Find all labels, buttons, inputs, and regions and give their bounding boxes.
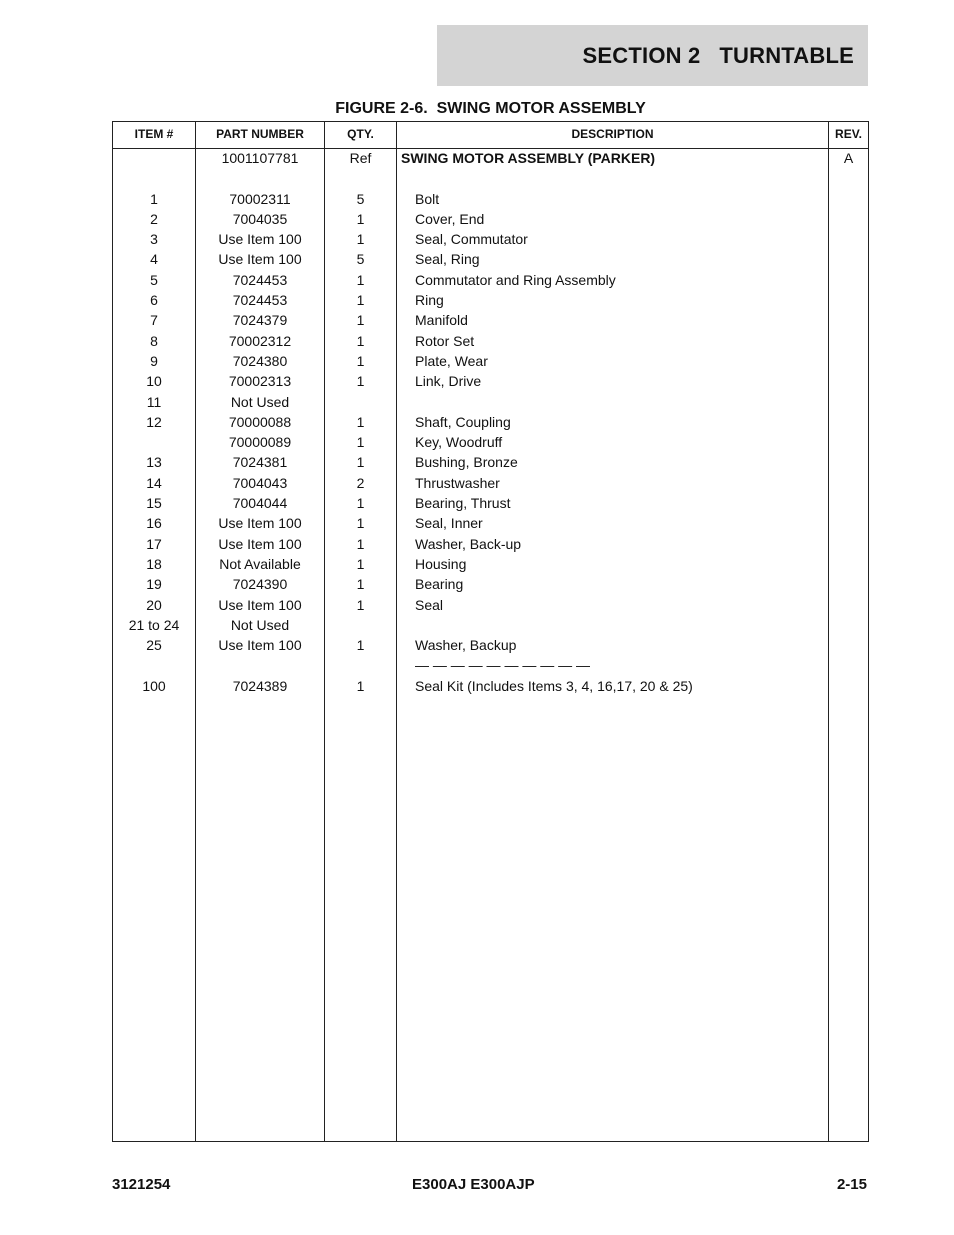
part-number-cell: Use Item 100 xyxy=(218,535,302,552)
quantity-cell: 1 xyxy=(356,515,365,532)
part-number-cell: Use Item 100 xyxy=(218,251,302,268)
description-cell: Thrustwasher xyxy=(415,474,500,491)
description-cell: Link, Drive xyxy=(415,373,482,390)
description-cell: Seal, Commutator xyxy=(415,231,528,248)
table-row xyxy=(113,432,868,452)
table-row xyxy=(113,249,868,269)
part-number-cell: 7024389 xyxy=(232,677,288,694)
part-number-cell: 70002311 xyxy=(229,190,291,207)
table-row xyxy=(113,148,868,168)
column-header-rev: REV. xyxy=(835,127,862,141)
quantity-cell: 1 xyxy=(356,535,365,552)
part-number-cell: 7004035 xyxy=(232,210,288,227)
quantity-cell: 1 xyxy=(356,332,365,349)
part-number-cell: Use Item 100 xyxy=(218,515,302,532)
description-cell: SWING MOTOR ASSEMBLY (PARKER) xyxy=(401,150,656,166)
table-row xyxy=(113,452,868,472)
part-number-cell: Use Item 100 xyxy=(218,596,302,613)
part-number-cell: 70000088 xyxy=(228,413,292,430)
item-number-cell: 9 xyxy=(150,352,158,369)
description-cell: Bearing, Thrust xyxy=(415,495,511,512)
item-number-cell: 21 to 24 xyxy=(128,616,180,633)
table-row xyxy=(113,534,868,554)
item-number-cell: 10 xyxy=(146,373,162,390)
description-cell: Bushing, Bronze xyxy=(415,454,518,471)
description-cell: Housing xyxy=(415,555,467,572)
item-number-cell: 25 xyxy=(146,637,162,654)
description-cell: Commutator and Ring Assembly xyxy=(415,271,616,288)
description-cell: Plate, Wear xyxy=(415,352,488,369)
table-row xyxy=(113,392,868,412)
part-number-cell: 7024380 xyxy=(232,352,288,369)
table-row xyxy=(113,513,868,533)
part-number-cell: 7004044 xyxy=(232,495,288,512)
quantity-cell: 1 xyxy=(356,352,365,369)
table-row xyxy=(113,270,868,290)
description-cell: — — — — — — — — — — xyxy=(415,657,591,674)
table-row xyxy=(113,574,868,594)
column-header-qty: QTY. xyxy=(347,127,374,141)
part-number-cell: 7024390 xyxy=(232,576,288,593)
footer-doc-number: 3121254 xyxy=(112,1176,171,1193)
footer-page-number: 2-15 xyxy=(836,1176,867,1193)
item-number-cell: 8 xyxy=(150,332,158,349)
column-header-description: DESCRIPTION xyxy=(571,127,654,141)
quantity-cell: 1 xyxy=(356,210,365,227)
figure-title: FIGURE 2-6. SWING MOTOR ASSEMBLY xyxy=(335,100,646,117)
table-row xyxy=(113,554,868,574)
quantity-cell: 1 xyxy=(356,231,365,248)
item-number-cell: 17 xyxy=(146,535,162,552)
description-cell: Ring xyxy=(415,292,444,309)
item-number-cell: 20 xyxy=(146,596,162,613)
quantity-cell: 1 xyxy=(356,637,365,654)
item-number-cell: 13 xyxy=(146,454,162,471)
item-number-cell: 15 xyxy=(146,495,162,512)
part-number-cell: 7024453 xyxy=(232,292,288,309)
description-cell: Shaft, Coupling xyxy=(415,413,511,430)
table-body xyxy=(113,148,868,696)
description-cell: Bearing xyxy=(415,576,464,593)
quantity-cell: 5 xyxy=(356,190,365,207)
part-number-cell: 7024379 xyxy=(232,312,288,329)
table-row xyxy=(113,371,868,391)
item-number-cell: 11 xyxy=(146,393,162,410)
part-number-cell: 70000089 xyxy=(228,434,292,451)
parts-table xyxy=(112,121,869,1142)
part-number-cell: Not Used xyxy=(230,393,290,410)
quantity-cell: 1 xyxy=(356,413,365,430)
table-row xyxy=(113,655,868,675)
description-cell: Key, Woodruff xyxy=(415,434,503,451)
table-row xyxy=(113,412,868,432)
quantity-cell: 1 xyxy=(356,312,365,329)
table-row xyxy=(113,209,868,229)
description-cell: Bolt xyxy=(415,190,440,207)
table-row xyxy=(113,615,868,635)
quantity-cell: 2 xyxy=(356,474,365,491)
part-number-cell: Use Item 100 xyxy=(218,231,302,248)
item-number-cell: 4 xyxy=(150,251,158,268)
quantity-cell: Ref xyxy=(349,150,372,166)
item-number-cell: 2 xyxy=(150,210,158,227)
part-number-cell: Use Item 100 xyxy=(218,637,302,654)
description-cell: Seal, Ring xyxy=(415,251,480,268)
part-number-cell: 70002313 xyxy=(228,373,292,390)
column-header-item: ITEM # xyxy=(134,127,174,141)
description-cell: Washer, Backup xyxy=(415,637,517,654)
description-cell: Seal xyxy=(415,596,444,613)
quantity-cell: 1 xyxy=(356,495,365,512)
item-number-cell: 3 xyxy=(150,231,158,248)
part-number-cell: 7004043 xyxy=(232,474,288,491)
description-cell: Rotor Set xyxy=(415,332,475,349)
item-number-cell: 19 xyxy=(146,576,162,593)
table-row xyxy=(113,351,868,371)
item-number-cell: 5 xyxy=(150,271,158,288)
item-number-cell: 18 xyxy=(146,555,162,572)
item-number-cell: 6 xyxy=(150,292,158,309)
part-number-cell: Not Used xyxy=(230,616,290,633)
footer-model: E300AJ E300AJP xyxy=(412,1176,535,1193)
revision-cell: A xyxy=(843,150,854,166)
table-row xyxy=(113,676,868,696)
description-cell: Cover, End xyxy=(415,210,485,227)
part-number-cell: 1001107781 xyxy=(221,150,299,166)
quantity-cell: 1 xyxy=(356,434,365,451)
quantity-cell: 1 xyxy=(356,373,365,390)
quantity-cell: 5 xyxy=(356,251,365,268)
item-number-cell: 14 xyxy=(146,474,162,491)
table-row xyxy=(113,635,868,655)
item-number-cell: 1 xyxy=(150,190,158,207)
table-row xyxy=(113,595,868,615)
table-row xyxy=(113,493,868,513)
column-header-part-number: PART NUMBER xyxy=(216,127,304,141)
quantity-cell: 1 xyxy=(356,271,365,288)
quantity-cell: 1 xyxy=(356,596,365,613)
item-number-cell: 100 xyxy=(142,677,166,694)
description-cell: Manifold xyxy=(415,312,468,329)
quantity-cell: 1 xyxy=(356,576,365,593)
table-row xyxy=(113,473,868,493)
table-row xyxy=(113,310,868,330)
description-cell: Seal, Inner xyxy=(415,515,483,532)
item-number-cell: 16 xyxy=(146,515,162,532)
section-header-box xyxy=(437,25,868,86)
table-row xyxy=(113,189,868,209)
part-number-cell: 7024381 xyxy=(232,454,288,471)
quantity-cell: 1 xyxy=(356,292,365,309)
part-number-cell: Not Available xyxy=(219,555,301,572)
quantity-cell: 1 xyxy=(356,555,365,572)
part-number-cell: 70002312 xyxy=(228,332,292,349)
description-cell: Seal Kit (Includes Items 3, 4, 16,17, 20 & 25) xyxy=(415,677,693,694)
table-row xyxy=(113,331,868,351)
section-title: SECTION 2 TURNTABLE xyxy=(582,43,854,68)
quantity-cell: 1 xyxy=(356,677,365,694)
quantity-cell: 1 xyxy=(356,454,365,471)
table-row xyxy=(113,168,868,188)
table-row xyxy=(113,229,868,249)
description-cell: Washer, Back-up xyxy=(415,535,522,552)
item-number-cell: 12 xyxy=(146,413,162,430)
part-number-cell: 7024453 xyxy=(232,271,288,288)
table-row xyxy=(113,290,868,310)
item-number-cell: 7 xyxy=(150,312,158,329)
